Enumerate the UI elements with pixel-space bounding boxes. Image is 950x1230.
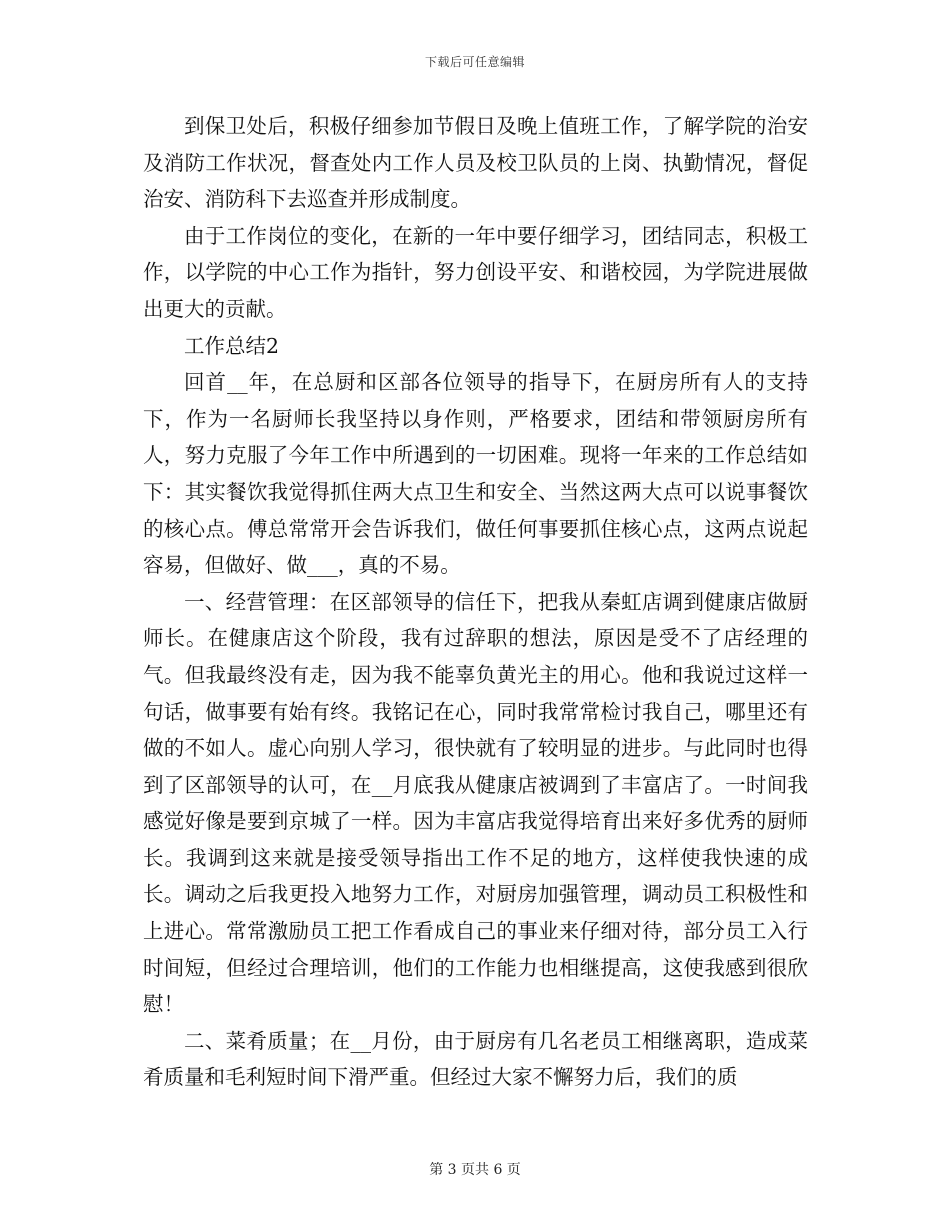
document-body: [143, 108, 808, 1096]
page-number-footer: 第 3 页共 6 页: [429, 1162, 521, 1178]
paragraph-management: 一、经营管理：在区部领导的信任下，把我从秦虹店调到健康店做厨师长。在健康店这个阶段，我有过辞职的想法，原因是受不了店经理的气。但我最终没有走，因为我不能辜负黄光主的用心。他和我说过这样一句话，做事要有始有终。我铭记在心，同时我常常检讨我自己，哪里还有做的不如人。虚心向别人学习，很快就有了较明显的进步。与此同时也得到了区部领导的认可，在__月底我从健康店被调到了丰富店了。一时间我感觉好像是要到京城了一样。因为丰富店我觉得培育出来好多优秀的厨师长。我调到这来就是接受领导指出工作不足的地方，这样使我快速的成长。调动之后我更投入地努力工作，对厨房加强管理，调动员工积极性和上进心。常常激励员工把工作看成自己的事业来仔细对待，部分员工入行时间短，但经过合理培训，他们的工作能力也相继提高，这使我感到很欣慰！: [143, 589, 808, 1017]
paragraph-review: 回首__年，在总厨和区部各位领导的指导下，在厨房所有人的支持下，作为一名厨师长我坚持以身作则，严格要求，团结和带领厨房所有人，努力克服了今年工作中所遇到的一切困难。现将一年来的工作总结如下：其实餐饮我觉得抓住两大点卫生和安全、当然这两大点可以说事餐饮的核心点。傅总常常开会告诉我们，做任何事要抓住核心点，这两点说起容易，但做好、做___，真的不易。: [143, 370, 808, 578]
page-header-note: 下载后可任意编辑: [424, 55, 525, 69]
paragraph-new-year-plan: 由于工作岗位的变化，在新的一年中要仔细学习，团结同志，积极工作，以学院的中心工作为指针，努力创设平安、和谐校园，为学院进展做出更大的贡献。: [143, 223, 808, 321]
paragraph-dish-quality: 二、菜肴质量；在__月份，由于厨房有几名老员工相继离职，造成菜肴质量和毛利短时间下滑严重。但经过大家不懈努力后，我们的质: [143, 1028, 808, 1090]
section-heading: 工作总结2: [184, 333, 280, 358]
paragraph-security-duty: 到保卫处后，积极仔细参加节假日及晚上值班工作，了解学院的治安及消防工作状况，督查处内工作人员及校卫队员的上岗、执勤情况，督促治安、消防科下去巡查并形成制度。: [143, 114, 808, 212]
